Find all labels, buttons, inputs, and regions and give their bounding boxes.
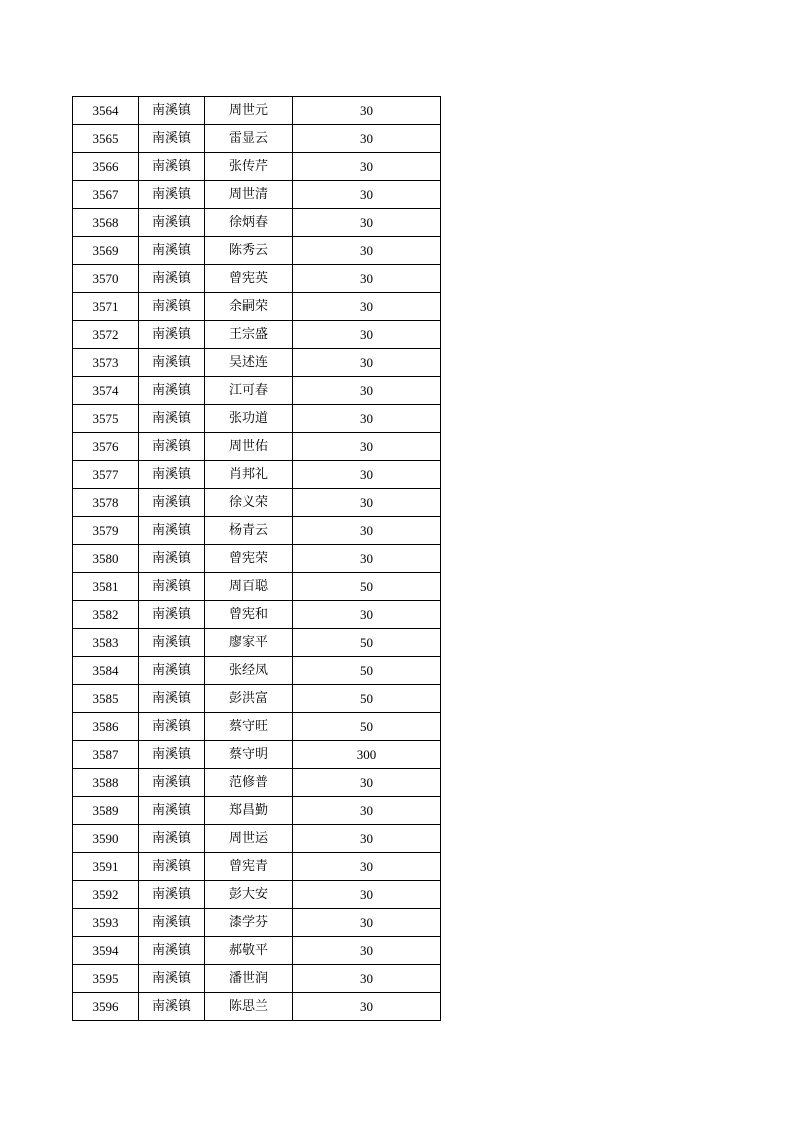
- table-row: [73, 573, 441, 601]
- cell-amount: 30: [293, 377, 441, 405]
- cell-amount: 30: [293, 881, 441, 909]
- cell-town: 南溪镇: [139, 293, 205, 321]
- cell-town: 南溪镇: [139, 685, 205, 713]
- cell-amount: 300: [293, 741, 441, 769]
- cell-amount: 30: [293, 517, 441, 545]
- cell-amount: 30: [293, 265, 441, 293]
- table-row: [73, 853, 441, 881]
- cell-id: 3578: [73, 489, 139, 517]
- table-row: [73, 713, 441, 741]
- cell-name: 彭洪富: [205, 685, 293, 713]
- cell-name: 张经凤: [205, 657, 293, 685]
- table-row: [73, 405, 441, 433]
- table-row: [73, 769, 441, 797]
- cell-amount: 30: [293, 853, 441, 881]
- cell-town: 南溪镇: [139, 909, 205, 937]
- cell-town: 南溪镇: [139, 881, 205, 909]
- cell-amount: 30: [293, 993, 441, 1021]
- cell-town: 南溪镇: [139, 853, 205, 881]
- cell-id: 3588: [73, 769, 139, 797]
- cell-name: 张传芹: [205, 153, 293, 181]
- cell-name: 吴述连: [205, 349, 293, 377]
- table-row: [73, 657, 441, 685]
- cell-id: 3593: [73, 909, 139, 937]
- table-row: [73, 797, 441, 825]
- cell-name: 蔡守明: [205, 741, 293, 769]
- cell-id: 3572: [73, 321, 139, 349]
- table-row: [73, 97, 441, 125]
- cell-town: 南溪镇: [139, 461, 205, 489]
- cell-town: 南溪镇: [139, 797, 205, 825]
- cell-id: 3567: [73, 181, 139, 209]
- cell-name: 漆学芬: [205, 909, 293, 937]
- cell-name: 杨青云: [205, 517, 293, 545]
- cell-name: 雷显云: [205, 125, 293, 153]
- cell-id: 3587: [73, 741, 139, 769]
- cell-town: 南溪镇: [139, 825, 205, 853]
- table-row: [73, 181, 441, 209]
- table-row: [73, 349, 441, 377]
- cell-id: 3584: [73, 657, 139, 685]
- cell-town: 南溪镇: [139, 629, 205, 657]
- cell-amount: 30: [293, 937, 441, 965]
- table-row: [73, 601, 441, 629]
- table-body: [73, 97, 441, 1021]
- cell-id: 3576: [73, 433, 139, 461]
- cell-town: 南溪镇: [139, 377, 205, 405]
- data-table: [72, 96, 441, 1021]
- table-row: [73, 741, 441, 769]
- cell-id: 3581: [73, 573, 139, 601]
- cell-town: 南溪镇: [139, 153, 205, 181]
- cell-name: 陈思兰: [205, 993, 293, 1021]
- cell-id: 3574: [73, 377, 139, 405]
- cell-id: 3595: [73, 965, 139, 993]
- table-row: [73, 881, 441, 909]
- cell-town: 南溪镇: [139, 209, 205, 237]
- table-row: [73, 489, 441, 517]
- cell-amount: 30: [293, 237, 441, 265]
- cell-amount: 30: [293, 797, 441, 825]
- cell-id: 3570: [73, 265, 139, 293]
- table-row: [73, 377, 441, 405]
- cell-id: 3579: [73, 517, 139, 545]
- cell-name: 范修普: [205, 769, 293, 797]
- cell-town: 南溪镇: [139, 601, 205, 629]
- cell-town: 南溪镇: [139, 741, 205, 769]
- cell-town: 南溪镇: [139, 769, 205, 797]
- cell-amount: 30: [293, 153, 441, 181]
- cell-amount: 30: [293, 125, 441, 153]
- cell-name: 郑昌勤: [205, 797, 293, 825]
- table-row: [73, 629, 441, 657]
- cell-town: 南溪镇: [139, 965, 205, 993]
- cell-amount: 30: [293, 909, 441, 937]
- cell-id: 3575: [73, 405, 139, 433]
- cell-name: 曾宪荣: [205, 545, 293, 573]
- cell-town: 南溪镇: [139, 349, 205, 377]
- cell-town: 南溪镇: [139, 125, 205, 153]
- cell-amount: 30: [293, 209, 441, 237]
- cell-town: 南溪镇: [139, 573, 205, 601]
- cell-name: 周世佑: [205, 433, 293, 461]
- cell-town: 南溪镇: [139, 181, 205, 209]
- table-row: [73, 545, 441, 573]
- cell-name: 郝敬平: [205, 937, 293, 965]
- cell-name: 肖邦礼: [205, 461, 293, 489]
- cell-amount: 50: [293, 573, 441, 601]
- cell-id: 3596: [73, 993, 139, 1021]
- cell-amount: 50: [293, 685, 441, 713]
- cell-amount: 30: [293, 601, 441, 629]
- cell-name: 周世元: [205, 97, 293, 125]
- cell-id: 3566: [73, 153, 139, 181]
- cell-id: 3569: [73, 237, 139, 265]
- cell-amount: 30: [293, 489, 441, 517]
- cell-amount: 30: [293, 545, 441, 573]
- cell-name: 曾宪青: [205, 853, 293, 881]
- cell-amount: 50: [293, 713, 441, 741]
- table-row: [73, 125, 441, 153]
- cell-town: 南溪镇: [139, 405, 205, 433]
- cell-amount: 30: [293, 965, 441, 993]
- table-row: [73, 461, 441, 489]
- cell-id: 3577: [73, 461, 139, 489]
- cell-id: 3585: [73, 685, 139, 713]
- table-row: [73, 965, 441, 993]
- cell-name: 江可春: [205, 377, 293, 405]
- cell-amount: 30: [293, 181, 441, 209]
- table-row: [73, 293, 441, 321]
- cell-name: 曾宪英: [205, 265, 293, 293]
- cell-name: 王宗盛: [205, 321, 293, 349]
- cell-amount: 30: [293, 825, 441, 853]
- cell-town: 南溪镇: [139, 993, 205, 1021]
- cell-id: 3592: [73, 881, 139, 909]
- cell-amount: 30: [293, 97, 441, 125]
- cell-amount: 50: [293, 629, 441, 657]
- cell-town: 南溪镇: [139, 517, 205, 545]
- cell-id: 3583: [73, 629, 139, 657]
- cell-name: 廖家平: [205, 629, 293, 657]
- cell-id: 3591: [73, 853, 139, 881]
- table-row: [73, 321, 441, 349]
- cell-amount: 30: [293, 349, 441, 377]
- cell-town: 南溪镇: [139, 657, 205, 685]
- cell-id: 3589: [73, 797, 139, 825]
- table-row: [73, 209, 441, 237]
- cell-town: 南溪镇: [139, 545, 205, 573]
- table-row: [73, 937, 441, 965]
- cell-id: 3586: [73, 713, 139, 741]
- cell-id: 3571: [73, 293, 139, 321]
- cell-name: 蔡守旺: [205, 713, 293, 741]
- table-row: [73, 685, 441, 713]
- cell-amount: 30: [293, 461, 441, 489]
- cell-name: 张功道: [205, 405, 293, 433]
- cell-name: 周百聪: [205, 573, 293, 601]
- table-row: [73, 993, 441, 1021]
- cell-id: 3573: [73, 349, 139, 377]
- table-row: [73, 825, 441, 853]
- cell-town: 南溪镇: [139, 433, 205, 461]
- table-row: [73, 909, 441, 937]
- cell-name: 周世运: [205, 825, 293, 853]
- cell-amount: 50: [293, 657, 441, 685]
- cell-id: 3582: [73, 601, 139, 629]
- cell-town: 南溪镇: [139, 97, 205, 125]
- cell-id: 3568: [73, 209, 139, 237]
- cell-town: 南溪镇: [139, 937, 205, 965]
- table-row: [73, 517, 441, 545]
- table-row: [73, 433, 441, 461]
- cell-town: 南溪镇: [139, 321, 205, 349]
- cell-id: 3565: [73, 125, 139, 153]
- cell-name: 周世清: [205, 181, 293, 209]
- cell-name: 徐炳春: [205, 209, 293, 237]
- cell-name: 潘世润: [205, 965, 293, 993]
- cell-amount: 30: [293, 433, 441, 461]
- cell-id: 3590: [73, 825, 139, 853]
- cell-amount: 30: [293, 769, 441, 797]
- cell-name: 曾宪和: [205, 601, 293, 629]
- data-table-container: [72, 96, 441, 1021]
- cell-amount: 30: [293, 293, 441, 321]
- table-row: [73, 237, 441, 265]
- cell-id: 3580: [73, 545, 139, 573]
- cell-name: 彭大安: [205, 881, 293, 909]
- cell-town: 南溪镇: [139, 265, 205, 293]
- cell-name: 余嗣荣: [205, 293, 293, 321]
- cell-name: 徐义荣: [205, 489, 293, 517]
- cell-town: 南溪镇: [139, 713, 205, 741]
- cell-amount: 30: [293, 321, 441, 349]
- cell-id: 3564: [73, 97, 139, 125]
- cell-id: 3594: [73, 937, 139, 965]
- cell-town: 南溪镇: [139, 489, 205, 517]
- cell-amount: 30: [293, 405, 441, 433]
- cell-town: 南溪镇: [139, 237, 205, 265]
- table-row: [73, 153, 441, 181]
- cell-name: 陈秀云: [205, 237, 293, 265]
- table-row: [73, 265, 441, 293]
